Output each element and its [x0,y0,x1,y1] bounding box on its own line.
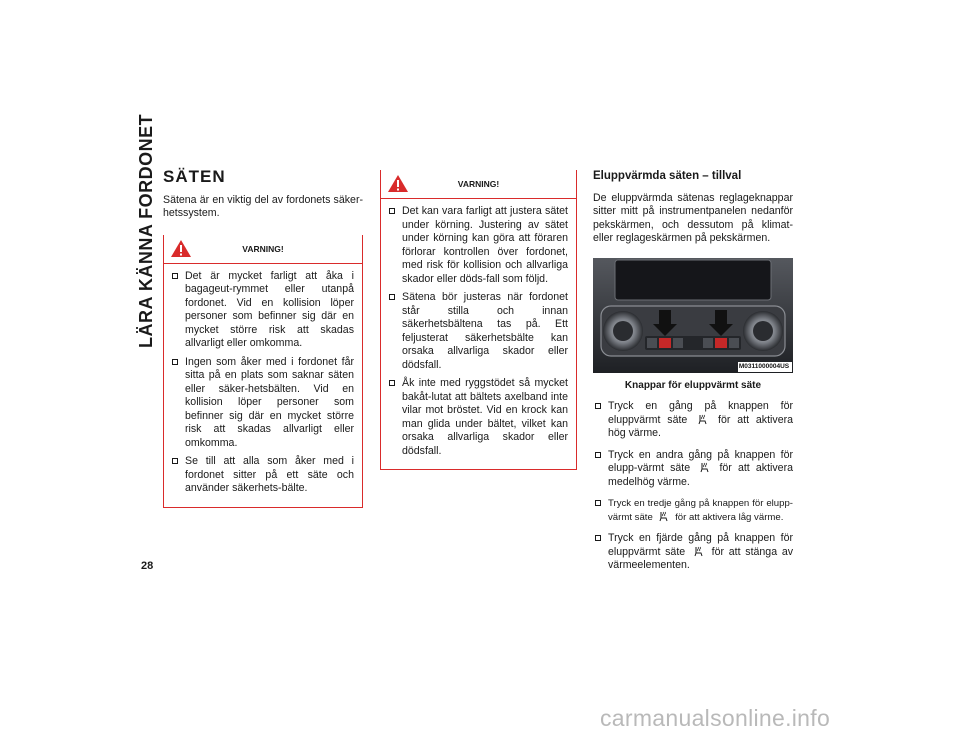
warning-header [164,235,362,264]
section-title: SÄTEN [163,167,226,186]
column-right [593,170,793,578]
list-item: Tryck en fjärde gång på knappen för eluppvärmt säte för att stänga av värmeelementen. [593,532,793,573]
page-number: 28 [141,560,154,572]
bullet-box-icon [172,359,178,365]
bullet-box-icon [172,458,178,464]
bullet-box-icon [389,294,395,300]
bullet-box-icon [172,273,178,279]
subsection-intro: De eluppvärmda sätenas reglageknappar sitter mitt på instrumentpanelen nedanför pekskärmen, och dessutom på klimat- eller reglageskärmen på pekskärmen. [593,191,793,244]
heated-seat-buttons-photo [593,258,793,373]
list-item: Tryck en tredje gång på knappen för elupp-värmt säte för att aktivera låg värme. [593,497,793,524]
bullet-box-icon [595,452,601,458]
column-middle [380,170,577,470]
bullet-box-icon [389,380,395,386]
list-item: Det kan vara farligt att justera sätet under körning. Justering av sätet under körning kan göra att föraren förlorar kontrollen över fordonet, med risk för kollision och allvarliga skador eller döds-fall som följd. [387,205,568,286]
column-left [163,167,363,508]
warning-label: VARNING! [242,243,284,254]
list-item: Se till att alla som åker med i fordonet sitter på ett säte och använder säkerhets-bälte. [170,455,354,496]
list-item: Tryck en andra gång på knappen för elupp-värmt säte för att aktivera medelhög värme. [593,449,793,490]
section-intro: Sätena är en viktig del av fordonets säker-hetssystem. [163,193,363,219]
heated-seat-icon [699,462,710,473]
subsection-title: Eluppvärmda säten – tillval [593,170,742,182]
list-item: Tryck en gång på knappen för eluppvärmt säte för att aktivera hög värme. [593,400,793,441]
watermark-link[interactable]: carmanualsonline.info [600,705,831,731]
heated-seat-icon [693,546,704,557]
bullet-box-icon [595,500,601,506]
bullet-box-icon [595,535,601,541]
bullet-box-icon [595,403,601,409]
warning-label: VARNING! [457,179,500,189]
chapter-title-text: LÄRA KÄNNA FORDONET [136,113,156,348]
photo-caption: Knappar för eluppvärmt säte [624,379,762,391]
list-item: Åk inte med ryggstödet så mycket bakåt-lutat att bältets axelband inte vilar mot bröstet. Vid en krock kan man glida under bältet, vilket kan orsaka allvarliga skador eller dödsfall. [387,377,568,458]
list-item: Det är mycket farligt att åka i bagageut-rymmet eller utanpå fordonet. Vid en kollision löper personer som befinner sig där en mycket större risk att skadas allvarligt eller omkomma. [170,270,354,351]
list-item: Sätena bör justeras när fordonet står stilla och innan säkerhetsbältena tas på. Ett feljusterat säkerhetsbälte kan orsaka allvarliga skador eller dödsfall. [387,291,568,372]
image-reference-code: M0311000004US [738,362,790,370]
bullet-box-icon [389,208,395,214]
warning-box-2 [380,170,577,470]
warning-box-1 [163,235,363,508]
heated-seat-icon [658,511,669,522]
dashboard-illustration [593,258,793,373]
chapter-side-title [133,113,159,348]
warning-header [381,170,576,199]
heated-seat-icon [697,414,708,425]
list-item: Ingen som åker med i fordonet får sitta på en plats som saknar säten eller säker-hetsbälten. Vid en kollision löper personer som befinner sig där en mycket större risk att skadas allvarligt eller omkomma. [170,356,354,451]
